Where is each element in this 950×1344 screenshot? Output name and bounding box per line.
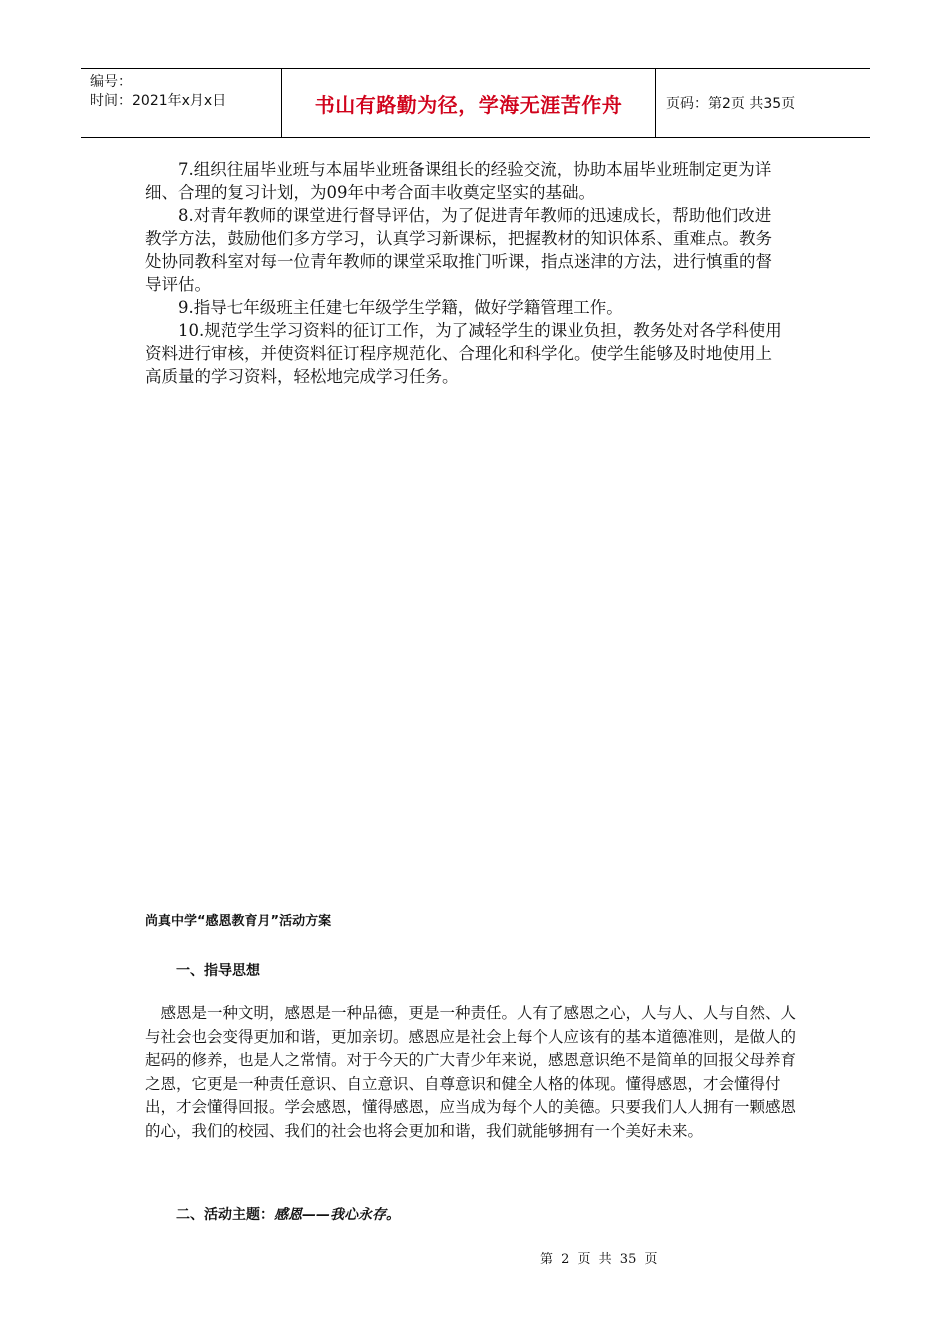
page-header: [81, 68, 870, 138]
header-meta: [81, 69, 282, 137]
plan-item-8: 8.对青年教师的课堂进行督导评估，为了促进青年教师的迅速成长，帮助他们改进教学方法，鼓励他们多方学习，认真学习新课标，把握教材的知识体系、重难点。教务处协同教科室对每一位青年教师的课堂采取推门听课，指点迷津的方法，进行慎重的督导评估。: [145, 206, 772, 294]
heading-guiding-thought: 一、指导思想: [176, 963, 260, 979]
guiding-thought-paragraph: 感恩是一种文明，感恩是一种品德，更是一种责任。人有了感恩之心，人与人、人与自然、人与社会也会变得更加和谐，更加亲切。感恩应是社会上每个人应该有的基本道德准则，是做人的起码的修养，也是人之常情。对于今天的广大青少年来说，感恩意识绝不是简单的回报父母养育之恩，它更是一种责任意识、自立意识、自尊意识和健全人格的体现。懂得感恩，才会懂得付出，才会懂得回报。学会感恩，懂得感恩，应当成为每个人的美德。只要我们人人拥有一颗感恩的心，我们的校园、我们的社会也将会更加和谐，我们就能够拥有一个美好未来。: [145, 1004, 797, 1140]
page-footer: 第 2 页 共 35 页: [540, 1252, 658, 1267]
work-plan-body: [145, 158, 785, 388]
activity-theme-text: 感恩——我心永存。: [274, 1207, 400, 1223]
heading-activity-theme: [176, 1204, 400, 1224]
header-motto: 书山有路勤为径，学海无涯苦作舟: [282, 69, 656, 137]
header-page-info: 页码：第2页 共35页: [666, 96, 796, 112]
plan-item-7: 7.组织往届毕业班与本届毕业班备课组长的经验交流，协助本届毕业班制定更为详细、合理的复习计划，为09年中考合面丰收奠定坚实的基础。: [145, 160, 772, 202]
section-title: 尚真中学“感恩教育月”活动方案: [145, 914, 332, 929]
date-label: 时间：2021年x月x日: [90, 93, 227, 109]
plan-item-9: 9.指导七年级班主任建七年级学生学籍，做好学籍管理工作。: [178, 298, 623, 317]
number-label: 编号：: [90, 74, 132, 90]
activity-theme-label: 二、活动主题：: [176, 1207, 274, 1223]
plan-item-10: 10.规范学生学习资料的征订工作，为了减轻学生的课业负担，教务处对各学科使用资料进行审核，并使资料征订程序规范化、合理化和科学化。使学生能够及时地使用上高质量的学习资料，轻松地完成学习任务。: [145, 321, 782, 386]
